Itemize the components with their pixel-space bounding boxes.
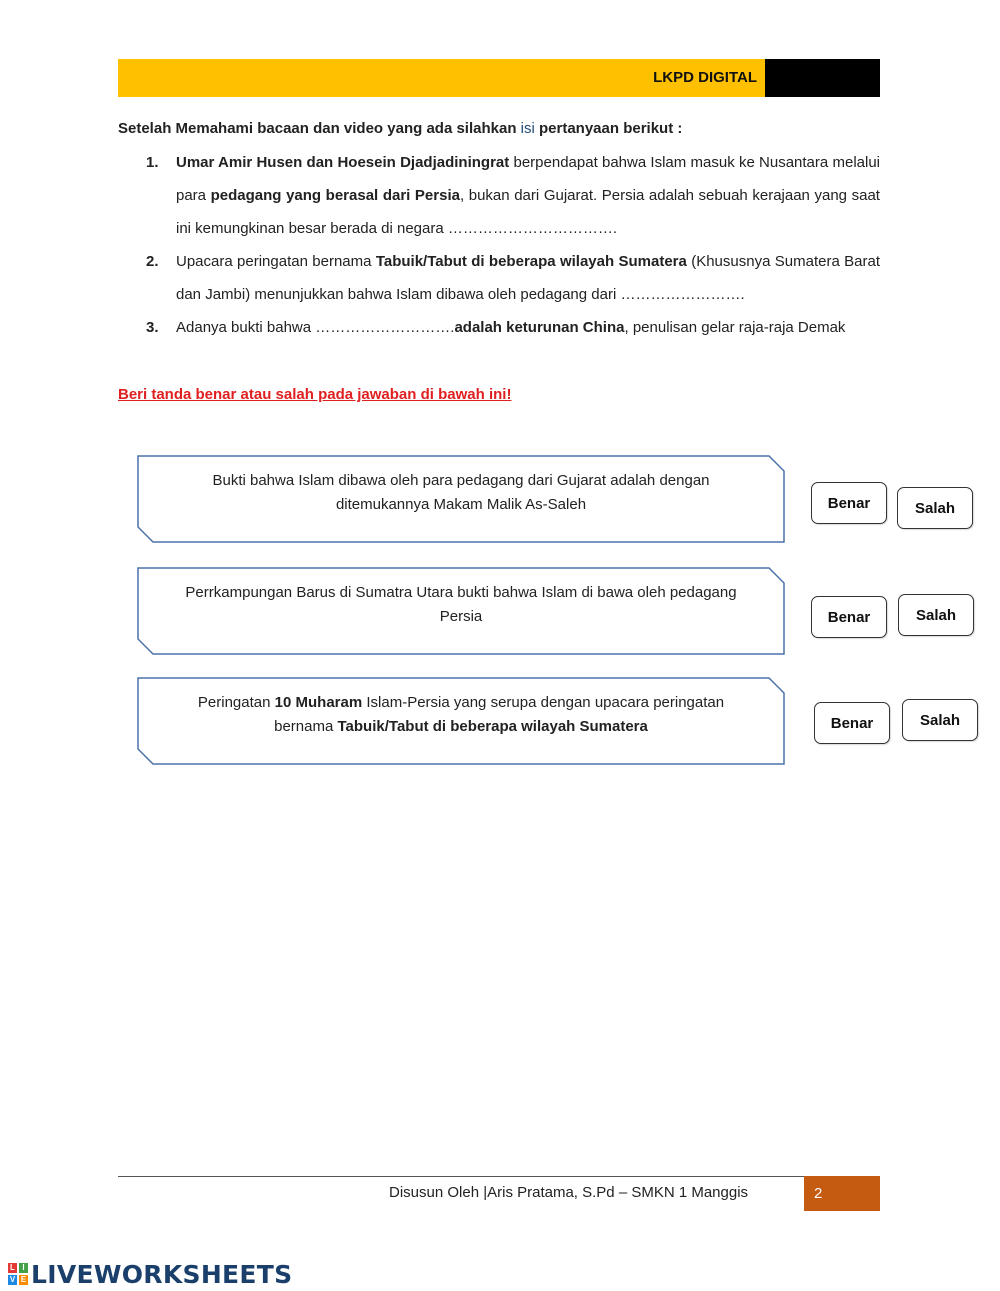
header-bar — [118, 59, 880, 97]
question-list — [146, 146, 880, 344]
question-text: , penulisan gelar raja-raja Demak — [624, 319, 846, 336]
statement-text: Perrkampungan Barus di Sumatra Utara bukti bahwa Islam di bawa oleh pedagang Persia — [185, 584, 737, 625]
logo-tile: V — [9, 1275, 16, 1284]
statement-text: Bukti bahwa Islam dibawa oleh para pedagang dari Gujarat adalah dengan ditemukannya Makam Malik As-Saleh — [212, 472, 710, 513]
instruction-highlight: isi — [520, 120, 535, 137]
salah-button-2[interactable]: Salah — [898, 594, 974, 636]
statement-text — [177, 691, 745, 739]
statement-bold: 10 Muharam — [274, 694, 363, 711]
salah-button-1[interactable]: Salah — [897, 487, 973, 529]
logo-text: LIVEWORKSHEETS — [31, 1259, 293, 1289]
instruction-part: pertanyaan berikut : — [534, 120, 683, 137]
logo-tile: E — [20, 1275, 27, 1284]
question-bold: adalah keturunan China — [454, 319, 625, 336]
benar-button-3[interactable]: Benar — [814, 702, 890, 744]
statement-frame-3 — [137, 677, 785, 765]
header-black-block — [765, 59, 880, 97]
question-number: 2. — [146, 253, 159, 270]
question-number: 3. — [146, 319, 159, 336]
question-number: 1. — [146, 154, 159, 171]
header-title: LKPD DIGITAL — [653, 69, 757, 86]
logo-tiles-icon — [8, 1263, 28, 1285]
footer-credit: Disusun Oleh |Aris Pratama, S.Pd – SMKN 1 Manggis — [389, 1184, 749, 1201]
instruction-part: Setelah Memahami bacaan dan video yang ada silahkan — [118, 120, 521, 137]
salah-button-3[interactable]: Salah — [902, 699, 978, 741]
statement-part: Islam-Persia yang serupa dengan upacara peringatan bernama — [274, 694, 725, 735]
statement-bold: Tabuik/Tabut di beberapa wilayah Sumatera — [337, 718, 648, 735]
statement-frame-2 — [137, 567, 785, 655]
statement-part: Peringatan — [197, 694, 275, 711]
question-item — [146, 245, 880, 311]
question-bold: Tabuik/Tabut di beberapa wilayah Sumatera — [375, 253, 687, 270]
statement-frame-1 — [137, 455, 785, 543]
question-text: berpendapat bahwa Islam masuk ke Nusantara melalui para — [176, 154, 881, 204]
question-text: (Khususnya Sumatera Barat dan Jambi) menunjukkan bahwa Islam dibawa oleh pedagang dari ……………………. — [176, 253, 880, 303]
logo-tile: L — [8, 1263, 17, 1273]
question-text: Upacara peringatan bernama — [176, 253, 376, 270]
benar-button-2[interactable]: Benar — [811, 596, 887, 638]
logo-tile: I — [19, 1263, 28, 1273]
benar-button-1[interactable]: Benar — [811, 482, 887, 524]
question-bold: pedagang yang berasal dari Persia — [210, 187, 460, 204]
question-bold: Umar Amir Husen dan Hoesein Djadjadiningrat — [176, 154, 510, 171]
liveworksheets-logo — [8, 1261, 292, 1287]
question-item — [146, 311, 880, 344]
question-item — [146, 146, 880, 245]
question-text: Adanya bukti bahwa ………………………. — [176, 319, 455, 336]
question-text: , bukan dari Gujarat. Persia adalah sebuah kerajaan yang saat ini kemungkinan besar berada di negara ……………………………. — [176, 187, 880, 237]
true-false-heading: Beri tanda benar atau salah pada jawaban di bawah ini! — [118, 386, 512, 403]
instruction-text — [118, 120, 682, 137]
footer-divider — [118, 1176, 804, 1177]
page-number: 2 — [804, 1176, 880, 1211]
